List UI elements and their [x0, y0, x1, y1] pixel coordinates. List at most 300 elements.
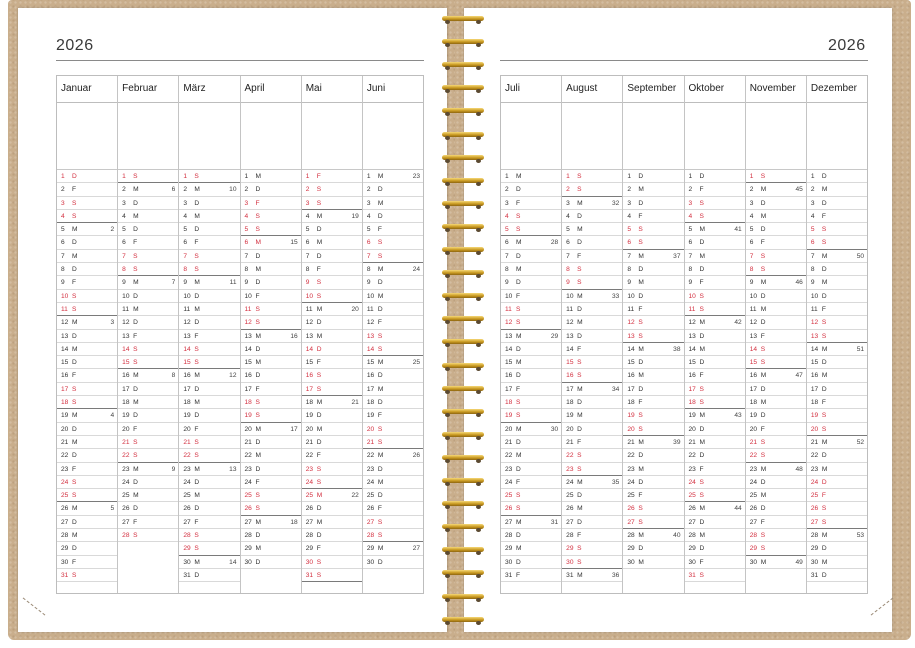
day-row	[685, 330, 745, 343]
weekday-letter: M	[577, 385, 583, 393]
day-row	[302, 556, 362, 569]
day-number: 19	[749, 412, 758, 420]
day-row	[241, 369, 301, 382]
weekday-letter: D	[255, 279, 261, 287]
weekday-letter: S	[133, 359, 138, 367]
weekday-letter: D	[133, 505, 138, 513]
day-number: 24	[183, 478, 191, 486]
day-row	[685, 489, 745, 502]
day-row	[363, 236, 423, 249]
weekday-letter: F	[577, 252, 582, 260]
day-number: 13	[244, 332, 252, 340]
day-number: 4	[688, 212, 693, 220]
day-number: 27	[566, 518, 574, 526]
weekday-letter: S	[72, 212, 77, 220]
day-row	[302, 303, 362, 316]
day-number: 27	[688, 518, 696, 526]
day-row	[746, 436, 806, 449]
month-name: November	[746, 76, 806, 103]
weekday-letter: M	[194, 558, 200, 566]
week-number: 29	[550, 332, 559, 340]
month-notes-area	[685, 103, 745, 170]
weekday-letter: D	[760, 385, 766, 393]
weekday-letter: F	[377, 412, 382, 420]
day-row	[807, 556, 867, 569]
day-row	[623, 303, 683, 316]
week-number: 5	[110, 505, 115, 513]
day-number: 16	[749, 372, 758, 380]
month-column-januar	[57, 76, 118, 593]
day-row	[179, 343, 239, 356]
day-number: 19	[366, 412, 375, 420]
day-row	[302, 183, 362, 196]
month-name: Oktober	[685, 76, 745, 103]
weekday-letter: D	[760, 505, 766, 513]
binding-ring	[442, 132, 484, 140]
month-notes-area	[746, 103, 806, 170]
day-row	[363, 303, 423, 316]
day-number: 8	[505, 266, 509, 274]
day-number: 12	[122, 319, 130, 327]
day-row	[623, 356, 683, 369]
day-number: 20	[305, 425, 314, 433]
weekday-letter: M	[699, 438, 706, 446]
weekday-letter: S	[638, 518, 643, 526]
day-number: 2	[61, 186, 65, 194]
weekday-letter: D	[577, 305, 582, 313]
weekday-letter: D	[194, 319, 200, 327]
day-number: 14	[183, 345, 191, 353]
day-row	[179, 396, 239, 409]
day-row	[807, 463, 867, 476]
day-number: 4	[627, 212, 632, 220]
day-row	[363, 290, 423, 303]
weekday-letter: D	[577, 492, 582, 500]
weekday-letter: S	[133, 452, 138, 460]
day-row	[623, 529, 683, 542]
day-row	[363, 356, 423, 369]
day-number: 19	[627, 412, 635, 420]
day-row	[501, 529, 561, 542]
weekday-letter: D	[577, 239, 582, 247]
weekday-letter: S	[638, 412, 643, 420]
week-number: 45	[795, 186, 803, 194]
day-row	[179, 516, 239, 529]
day-number: 17	[688, 385, 696, 393]
day-row	[746, 183, 806, 196]
binding-ring	[442, 339, 484, 347]
day-row	[179, 197, 239, 210]
weekday-letter: M	[255, 359, 262, 367]
day-number: 17	[122, 385, 130, 393]
weekday-letter: F	[699, 186, 704, 194]
day-number: 1	[244, 173, 249, 180]
month-column-februar	[118, 76, 179, 593]
day-row	[501, 449, 561, 462]
weekday-letter: S	[194, 359, 199, 367]
day-number: 14	[810, 345, 819, 353]
day-number: 24	[244, 478, 252, 486]
day-number: 10	[688, 292, 696, 300]
day-row	[807, 170, 867, 183]
week-number: 47	[795, 372, 803, 380]
weekday-letter: S	[577, 279, 582, 287]
day-row	[623, 449, 683, 462]
weekday-letter: S	[821, 332, 827, 340]
day-number: 2	[122, 186, 126, 194]
binding-ring	[442, 524, 484, 532]
day-number: 8	[688, 266, 693, 274]
day-number: 22	[305, 452, 314, 460]
day-row	[241, 542, 301, 555]
weekday-letter: F	[516, 478, 521, 486]
day-number: 30	[810, 558, 819, 566]
day-row	[562, 316, 622, 329]
weekday-letter: D	[72, 425, 77, 433]
day-number: 8	[749, 266, 754, 274]
day-row	[241, 223, 301, 236]
day-number: 23	[61, 465, 69, 473]
day-row	[685, 197, 745, 210]
day-number: 29	[305, 545, 314, 553]
day-number: 3	[688, 199, 693, 207]
day-number: 30	[244, 558, 252, 566]
weekday-letter: D	[194, 385, 200, 393]
day-number: 21	[305, 438, 314, 446]
day-number: 2	[688, 186, 693, 194]
day-row	[241, 502, 301, 515]
day-number: 28	[810, 532, 819, 540]
day-row	[685, 383, 745, 396]
day-number: 17	[244, 385, 252, 393]
day-number: 17	[505, 385, 513, 393]
weekday-letter: D	[255, 558, 261, 566]
week-number: 34	[612, 385, 620, 393]
day-number: 8	[122, 266, 126, 274]
day-row	[501, 569, 561, 582]
week-number: 8	[171, 372, 176, 380]
day-row	[363, 423, 423, 436]
weekday-letter: S	[699, 199, 704, 207]
weekday-letter: S	[377, 345, 383, 353]
day-number: 14	[688, 345, 696, 353]
weekday-letter: M	[516, 173, 522, 180]
weekday-letter: M	[760, 492, 767, 500]
day-row	[562, 529, 622, 542]
day-row	[302, 369, 362, 382]
weekday-letter: S	[516, 319, 521, 327]
day-number: 24	[305, 478, 314, 486]
day-row	[685, 436, 745, 449]
day-row	[241, 330, 301, 343]
weekday-letter: M	[194, 305, 200, 313]
day-number: 24	[749, 478, 758, 486]
day-row	[685, 396, 745, 409]
day-number: 10	[749, 292, 758, 300]
day-number: 18	[810, 399, 819, 407]
day-row	[302, 236, 362, 249]
weekday-letter: M	[821, 372, 828, 380]
day-row	[501, 316, 561, 329]
weekday-letter: S	[699, 571, 704, 579]
weekday-letter: M	[72, 345, 78, 353]
weekday-letter: F	[638, 212, 643, 220]
day-number: 17	[810, 385, 819, 393]
day-number: 31	[505, 571, 513, 579]
day-row	[302, 423, 362, 436]
weekday-letter: S	[194, 173, 199, 180]
month-notes-area	[623, 103, 683, 170]
day-number: 23	[627, 465, 635, 473]
day-number: 23	[810, 465, 819, 473]
day-number: 21	[366, 438, 375, 446]
day-row	[118, 356, 178, 369]
month-notes-area	[241, 103, 301, 170]
weekday-letter: S	[316, 199, 322, 207]
weekday-letter: F	[316, 173, 321, 180]
day-row	[501, 170, 561, 183]
day-row	[746, 170, 806, 183]
calendar-grid-january-june	[56, 75, 424, 594]
day-row	[562, 170, 622, 183]
day-number: 18	[688, 399, 696, 407]
day-number: 6	[749, 239, 754, 247]
day-row	[807, 529, 867, 542]
day-row	[363, 516, 423, 529]
weekday-letter: D	[638, 199, 644, 207]
day-number: 13	[627, 332, 635, 340]
day-row	[302, 383, 362, 396]
day-number: 8	[627, 266, 632, 274]
day-row	[179, 263, 239, 276]
weekday-letter: M	[699, 505, 706, 513]
header-rule-left	[56, 60, 424, 61]
day-number: 1	[122, 173, 126, 180]
day-number: 16	[366, 372, 375, 380]
weekday-letter: S	[760, 173, 766, 180]
weekday-letter: F	[516, 385, 521, 393]
day-row	[746, 303, 806, 316]
day-number: 20	[749, 425, 758, 433]
day-number: 12	[244, 319, 252, 327]
day-row	[363, 183, 423, 196]
day-row	[562, 383, 622, 396]
weekday-letter: D	[516, 558, 521, 566]
day-row	[363, 276, 423, 289]
weekday-letter: D	[194, 199, 200, 207]
day-number: 31	[305, 571, 314, 579]
day-row	[118, 170, 178, 183]
binding-ring	[442, 247, 484, 255]
day-number: 11	[61, 305, 68, 313]
weekday-letter: F	[133, 332, 138, 340]
day-row	[807, 197, 867, 210]
day-number: 29	[505, 545, 513, 553]
day-row	[363, 556, 423, 569]
weekday-letter: M	[194, 279, 200, 287]
weekday-letter: S	[821, 226, 827, 234]
day-number: 19	[810, 412, 819, 420]
weekday-letter: S	[760, 545, 766, 553]
binding-ring	[442, 16, 484, 24]
weekday-letter: D	[194, 505, 200, 513]
day-row	[302, 316, 362, 329]
weekday-letter: S	[760, 266, 766, 274]
day-number: 15	[366, 359, 375, 367]
day-row	[807, 423, 867, 436]
weekday-letter: M	[577, 412, 583, 420]
day-number: 9	[183, 279, 188, 287]
day-row	[501, 356, 561, 369]
day-row	[685, 316, 745, 329]
day-number: 22	[810, 452, 819, 460]
day-row	[562, 489, 622, 502]
day-number: 24	[61, 478, 69, 486]
day-row	[685, 236, 745, 249]
day-row	[57, 502, 117, 515]
weekday-letter: S	[638, 239, 643, 247]
day-row	[57, 263, 117, 276]
day-number: 1	[749, 173, 754, 180]
weekday-letter: M	[638, 465, 644, 473]
weekday-letter: D	[377, 305, 383, 313]
day-row	[363, 449, 423, 462]
day-number: 27	[627, 518, 635, 526]
day-row	[179, 330, 239, 343]
day-number: 17	[61, 385, 69, 393]
day-row	[363, 170, 423, 183]
day-number: 31	[810, 571, 819, 579]
day-number: 17	[366, 385, 375, 393]
day-number: 15	[627, 359, 635, 367]
day-number: 12	[61, 319, 69, 327]
weekday-letter: M	[133, 492, 139, 500]
weekday-letter: F	[377, 319, 382, 327]
weekday-letter: D	[377, 212, 383, 220]
binding-ring	[442, 594, 484, 602]
weekday-letter: D	[133, 478, 138, 486]
weekday-letter: S	[577, 186, 582, 194]
day-row	[501, 409, 561, 422]
weekday-letter: F	[760, 332, 765, 340]
week-number: 4	[110, 412, 115, 420]
day-row	[746, 489, 806, 502]
week-number: 38	[673, 345, 681, 353]
day-number: 24	[627, 478, 635, 486]
weekday-letter: D	[194, 226, 200, 234]
day-row	[807, 476, 867, 489]
weekday-letter: S	[760, 359, 766, 367]
day-row	[302, 197, 362, 210]
weekday-letter: S	[194, 438, 199, 446]
weekday-letter: D	[821, 452, 827, 460]
weekday-letter: S	[760, 452, 766, 460]
day-number: 22	[122, 452, 130, 460]
weekday-letter: M	[760, 279, 767, 287]
day-row	[746, 556, 806, 569]
week-number: 30	[550, 425, 559, 433]
day-row	[807, 290, 867, 303]
week-number: 23	[412, 173, 421, 180]
day-number: 12	[810, 319, 819, 327]
day-number: 25	[183, 492, 191, 500]
weekday-letter: D	[316, 252, 322, 260]
weekday-letter: F	[255, 199, 260, 207]
day-row	[241, 263, 301, 276]
day-number: 22	[61, 452, 69, 460]
weekday-letter: S	[72, 571, 77, 579]
weekday-letter: F	[699, 465, 704, 473]
day-number: 29	[61, 545, 69, 553]
weekday-letter: F	[194, 239, 199, 247]
day-row	[241, 476, 301, 489]
day-number: 24	[122, 478, 130, 486]
day-row	[623, 516, 683, 529]
day-number: 11	[244, 305, 252, 313]
weekday-letter: D	[316, 226, 322, 234]
weekday-letter: M	[194, 492, 200, 500]
day-row	[179, 383, 239, 396]
day-row	[302, 542, 362, 555]
weekday-letter: D	[255, 532, 261, 540]
day-number: 5	[688, 226, 693, 234]
day-number: 8	[305, 266, 310, 274]
day-row	[807, 489, 867, 502]
day-number: 16	[566, 372, 574, 380]
day-number: 15	[183, 359, 191, 367]
day-row	[57, 396, 117, 409]
month-column-juli	[501, 76, 562, 593]
day-row	[241, 383, 301, 396]
day-row	[118, 210, 178, 223]
day-number: 24	[688, 478, 696, 486]
binding-ring	[442, 39, 484, 47]
weekday-letter: M	[133, 305, 139, 313]
day-row	[562, 290, 622, 303]
weekday-letter: D	[760, 199, 766, 207]
weekday-letter: F	[194, 332, 199, 340]
weekday-letter: D	[72, 239, 77, 247]
weekday-letter: F	[760, 425, 765, 433]
day-number: 13	[810, 332, 819, 340]
day-number: 3	[244, 199, 249, 207]
weekday-letter: D	[699, 239, 705, 247]
day-row	[623, 383, 683, 396]
weekday-letter: S	[316, 465, 322, 473]
month-column-juni	[363, 76, 423, 593]
day-row	[363, 476, 423, 489]
binding-ring	[442, 409, 484, 417]
weekday-letter: D	[72, 332, 77, 340]
day-number: 15	[688, 359, 696, 367]
weekday-letter: F	[133, 425, 138, 433]
weekday-letter: D	[316, 438, 322, 446]
day-number: 15	[122, 359, 130, 367]
day-number: 12	[366, 319, 375, 327]
weekday-letter: D	[821, 385, 827, 393]
weekday-letter: M	[72, 532, 78, 540]
weekday-letter: D	[577, 332, 582, 340]
day-row	[118, 396, 178, 409]
week-number: 22	[351, 492, 359, 500]
day-number: 25	[244, 492, 252, 500]
weekday-letter: D	[821, 478, 827, 486]
weekday-letter: S	[638, 319, 643, 327]
weekday-letter: D	[255, 252, 261, 260]
weekday-letter: M	[255, 332, 262, 340]
week-number: 17	[290, 425, 298, 433]
day-number: 28	[566, 532, 574, 540]
